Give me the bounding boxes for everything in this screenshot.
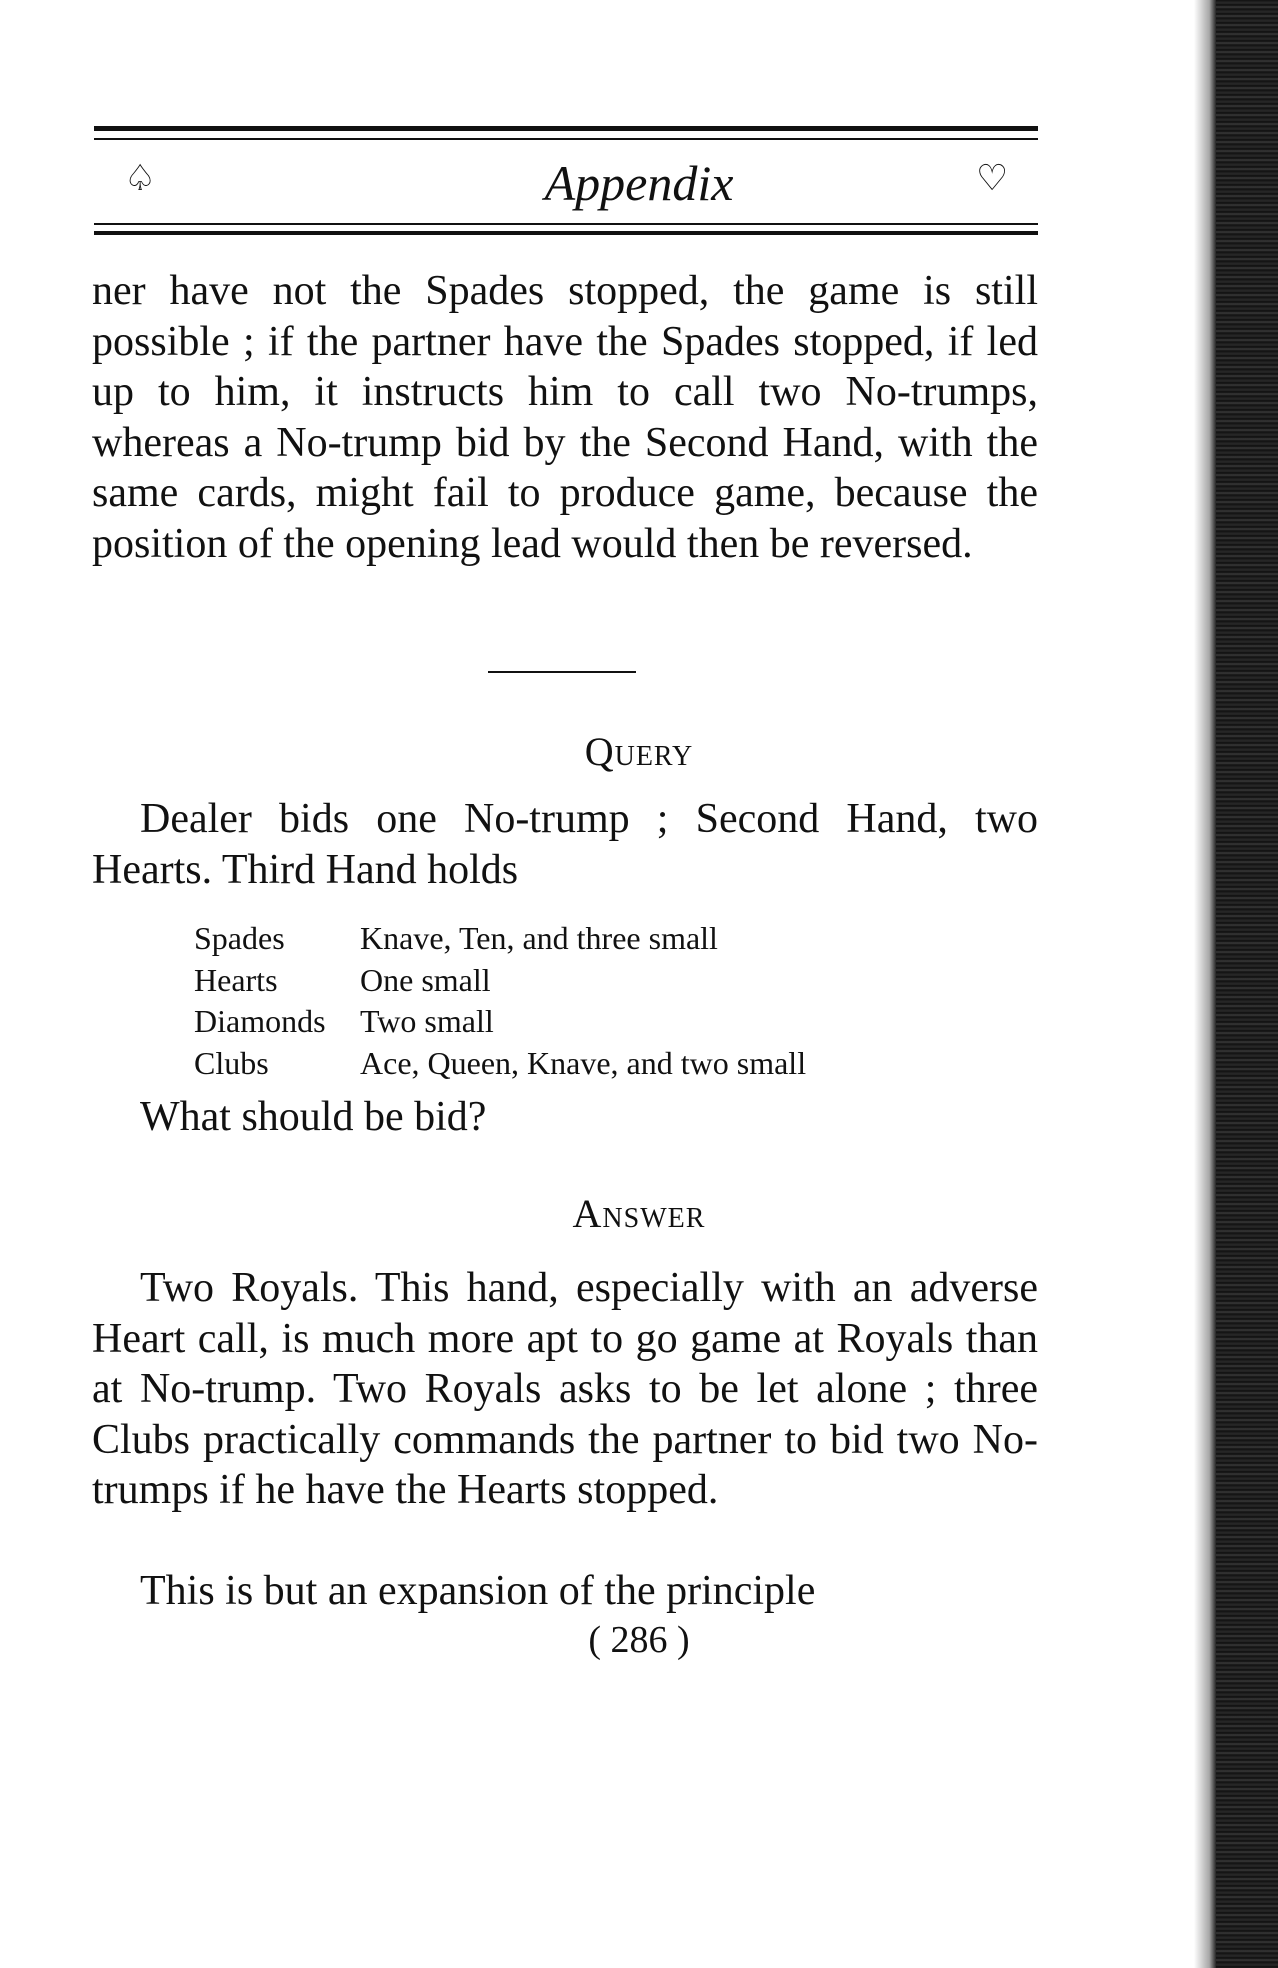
answer-continuation: This is but an expansion of the principle: [140, 1568, 816, 1614]
page-number: ( 286 ): [588, 1619, 690, 1661]
query-question: What should be bid?: [140, 1094, 487, 1140]
suit-cards: Ace, Queen, Knave, and two small: [360, 1044, 807, 1081]
hand-row-clubs: [194, 1043, 806, 1085]
page-edge-shadow: [1216, 0, 1278, 1968]
header-rule-top-thin: [94, 138, 1038, 140]
running-head: Appendix: [544, 155, 734, 211]
header-rule-top: [94, 126, 1038, 131]
heart-icon: ♡: [976, 158, 1009, 198]
header-rule-bottom: [94, 231, 1038, 235]
section-divider: [488, 671, 636, 673]
gutter-fade: [1194, 0, 1216, 1968]
spade-icon: ♤: [124, 158, 157, 198]
hand-table: [194, 918, 806, 1084]
suit-label: Hearts: [194, 961, 278, 998]
hand-row-hearts: [194, 960, 806, 1002]
suit-label: Clubs: [194, 1044, 269, 1081]
hand-row-spades: [194, 918, 806, 960]
suit-cards: One small: [360, 961, 491, 998]
suit-label: Spades: [194, 920, 285, 956]
suit-label: Diamonds: [194, 1003, 326, 1039]
answer-paragraph: Two Royals. This hand, especially with an adverse Heart call, is much more apt to go game at Royals than at No-trump. Two Royals asks to be let alone ; three Clubs practically commands the partner to bid two No-trumps if he have the Hearts stopped.: [92, 1265, 1038, 1513]
header-rule-bottom-thin: [94, 223, 1038, 225]
hand-row-diamonds: [194, 1001, 806, 1043]
suit-cards: Two small: [360, 1003, 494, 1039]
suit-cards: Knave, Ten, and three small: [360, 920, 718, 956]
query-paragraph: Dealer bids one No-trump ; Second Hand, two Hearts. Third Hand holds: [92, 796, 1038, 893]
continuation-paragraph: ner have not the Spades stopped, the game is still possible ; if the partner have the Spades stopped, if led up to him, it instructs him to call two No-trumps, whereas a No-trump bid by the Second Hand, with the same cards, might fail to produce game, because the position of the opening lead would then be reversed.: [92, 268, 1038, 567]
query-heading: Query: [584, 729, 694, 774]
answer-heading: Answer: [572, 1191, 706, 1236]
